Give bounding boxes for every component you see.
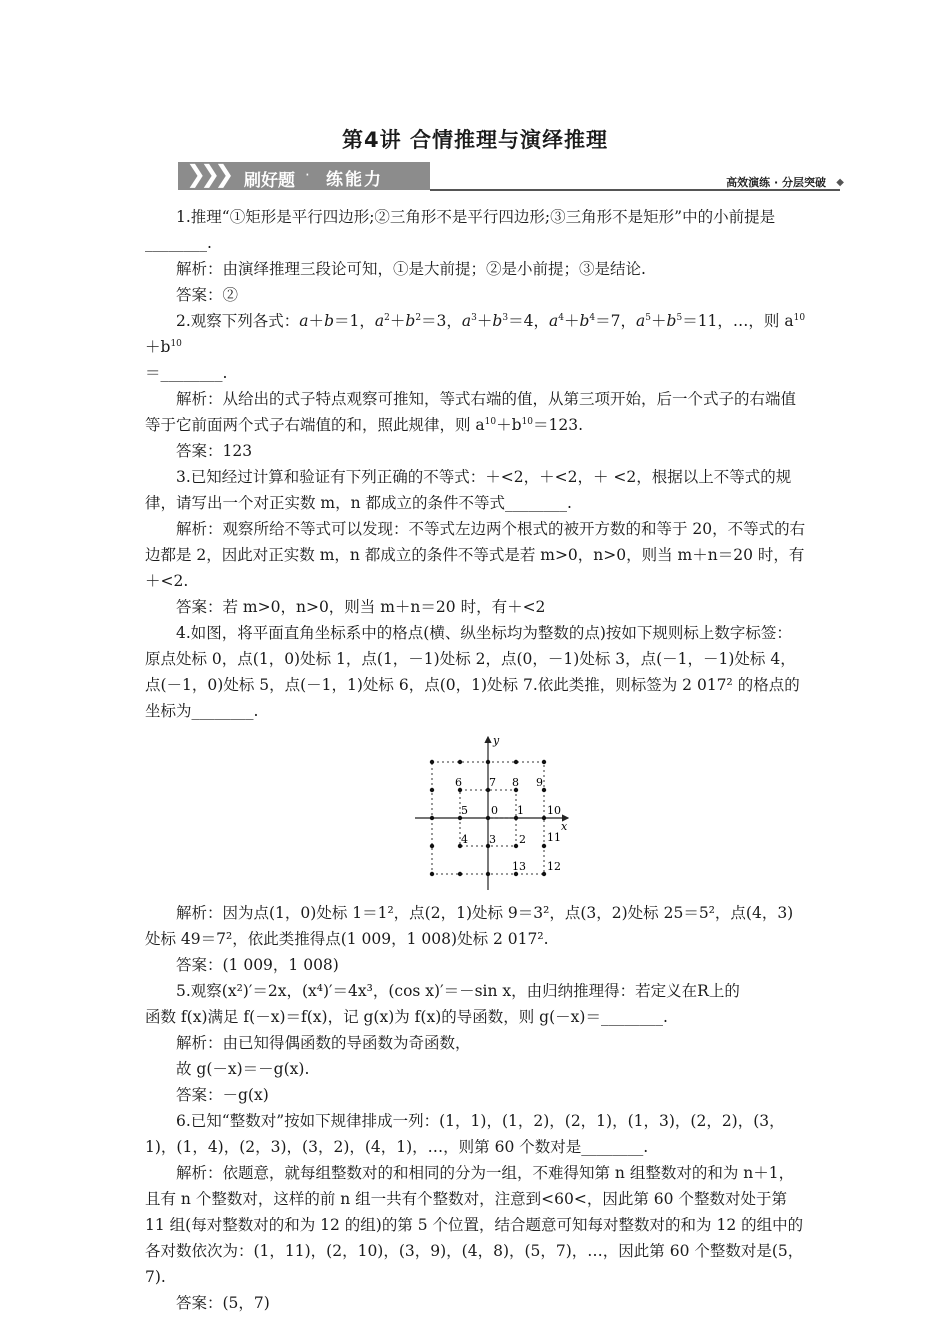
label-2: 2: [519, 833, 526, 846]
lattice-point: [542, 760, 546, 764]
q6-answer: 答案：(5，7): [176, 1294, 270, 1312]
label-13: 13: [512, 860, 526, 873]
chevron-right-icon: ❯❯❯: [186, 160, 229, 188]
q4-text: 4.如图，将平面直角坐标系中的格点(横、纵坐标均为整数的点)按如下规则标上数字标签：原点处标 0，点(1，0)处标 1，点(1，－1)处标 2，点(0，－1)处标 3，点(－1，－1)处标 4，点(－1，0)处标 5，点(－1，1)处标 6，点(0，1)处标 7.依此类推，则标签为 2 017² 的格点的坐标为________.: [145, 624, 800, 720]
q5-analysis-2: 故 g(－x)＝－g(x).: [176, 1060, 310, 1078]
lattice-point: [430, 760, 434, 764]
lattice-point: [514, 844, 518, 848]
banner-left-text: 刷好题: [244, 171, 295, 191]
q1-analysis: 解析：由演绎推理三段论可知，①是大前提；②是小前提；③是结论.: [176, 260, 646, 278]
x-axis-label: x: [561, 820, 568, 833]
q1-answer: 答案：②: [176, 286, 239, 304]
q2-answer: 答案：123: [176, 442, 253, 460]
q5-answer: 答案：－g(x): [176, 1086, 269, 1104]
q2-analysis: 解析：从给出的式子特点观察可推知，等式右端的值，从第三项开始，后一个式子的右端值等于它前面两个式子右端值的和，照此规律，则 $a^{10}+b^{10}=123$.: [145, 390, 797, 434]
label-11: 11: [547, 831, 561, 844]
lattice-point: [514, 760, 518, 764]
label-10: 10: [547, 804, 561, 817]
label-8: 8: [512, 776, 519, 789]
q3-analysis: 解析：观察所给不等式可以发现：不等式左边两个根式的被开方数的和等于 20，不等式的右边都是 2，因此对正实数 m，n 都成立的条件不等式是若 m>0，n>0，则当 m＋n＝20 时，有＋<2.: [145, 520, 806, 590]
lattice-point: [458, 872, 462, 876]
lattice-point: [542, 844, 546, 848]
q6-analysis: 解析：依题意，就每组整数对的和相同的分为一组，不难得知第 n 组整数对的和为 n＋1，且有 n 个整数对，这样的前 n 组一共有个整数对，注意到<60<，因此第 60 个整数对处于第 11 组(每对整数对的和为 12 的组)的第 5 个位置，结合题意可知每对整数对的和为 12 的组中的各对数依次为：(1，11)，(2，10)，(3，9)，(4，8)，(5，7)，…，因此第 60 个整数对是(5，7).: [145, 1164, 804, 1286]
lattice-point: [430, 788, 434, 792]
lattice-point: [486, 872, 490, 876]
label-9: 9: [536, 776, 543, 789]
q5-text-1: 5.观察(x²)′＝2x，(x⁴)′＝4x³，(cos x)′＝－sin x，由归纳推理得：若定义在R上的: [176, 982, 740, 1000]
q5-text-2: 函数 f(x)满足 f(－x)＝f(x)，记 g(x)为 f(x)的导函数，则 g(－x)＝________.: [145, 1008, 668, 1026]
lattice-point: [486, 816, 490, 820]
page-title: 第4讲 合情推理与演绎推理: [342, 128, 608, 152]
banner-tag: 高效演练 · 分层突破: [726, 176, 826, 189]
label-0: 0: [491, 804, 498, 817]
banner-dot: ·: [305, 166, 310, 184]
q5-analysis-1: 解析：由已知得偶函数的导函数为奇函数，: [176, 1034, 471, 1052]
lattice-point: [430, 844, 434, 848]
y-axis-label: y: [493, 734, 500, 747]
lattice-point: [486, 760, 490, 764]
lattice-point: [430, 816, 434, 820]
label-3: 3: [489, 833, 496, 846]
label-4: 4: [461, 833, 468, 846]
lattice-point: [542, 816, 546, 820]
lattice-point: [458, 760, 462, 764]
label-12: 12: [547, 860, 561, 873]
q1-text: 1.推理“①矩形是平行四边形;②三角形不是平行四边形;③三角形不是矩形”中的小前提是________.: [145, 208, 776, 252]
diamond-icon: ◆: [836, 177, 844, 188]
label-1: 1: [517, 804, 524, 817]
q2-text: 2.观察下列各式：a＋b＝1，$a^2+b^2=3$，$a^3+b^3=4$，$a^4+b^4=7$，$a^5+b^5=11$，…，则 $a^{10}+b^{10}$ ＝________.: [145, 312, 806, 382]
q4-answer: 答案：(1 009，1 008): [176, 956, 339, 974]
q3-answer: 答案：若 m>0，n>0，则当 m＋n＝20 时，有＋<2: [176, 598, 546, 616]
label-7: 7: [489, 776, 496, 789]
label-5: 5: [461, 804, 468, 817]
lattice-point: [542, 872, 546, 876]
q3-text: 3.已知经过计算和验证有下列正确的不等式：＋<2，＋<2，＋ <2，根据以上不等式的规律，请写出一个对正实数 m，n 都成立的条件不等式________.: [145, 468, 792, 512]
q6-text: 6.已知“整数对”按如下规律排成一列：(1，1)，(1，2)，(2，1)，(1，3)，(2，2)，(3，1)，(1，4)，(2，3)，(3，2)，(4，1)，…，则第 60 个数对是________.: [145, 1112, 785, 1156]
section-banner: [178, 158, 848, 194]
label-6: 6: [455, 776, 462, 789]
lattice-figure: [405, 732, 575, 892]
q4-analysis: 解析：因为点(1，0)处标 1＝1²，点(2，1)处标 9＝3²，点(3，2)处标 25＝5²，点(4，3)处标 49＝7²，依此类推得点(1 009，1 008)处标 2 017².: [145, 904, 794, 948]
content: [145, 204, 807, 1316]
lattice-point: [430, 872, 434, 876]
banner-right-bold: 练能力: [326, 170, 383, 190]
